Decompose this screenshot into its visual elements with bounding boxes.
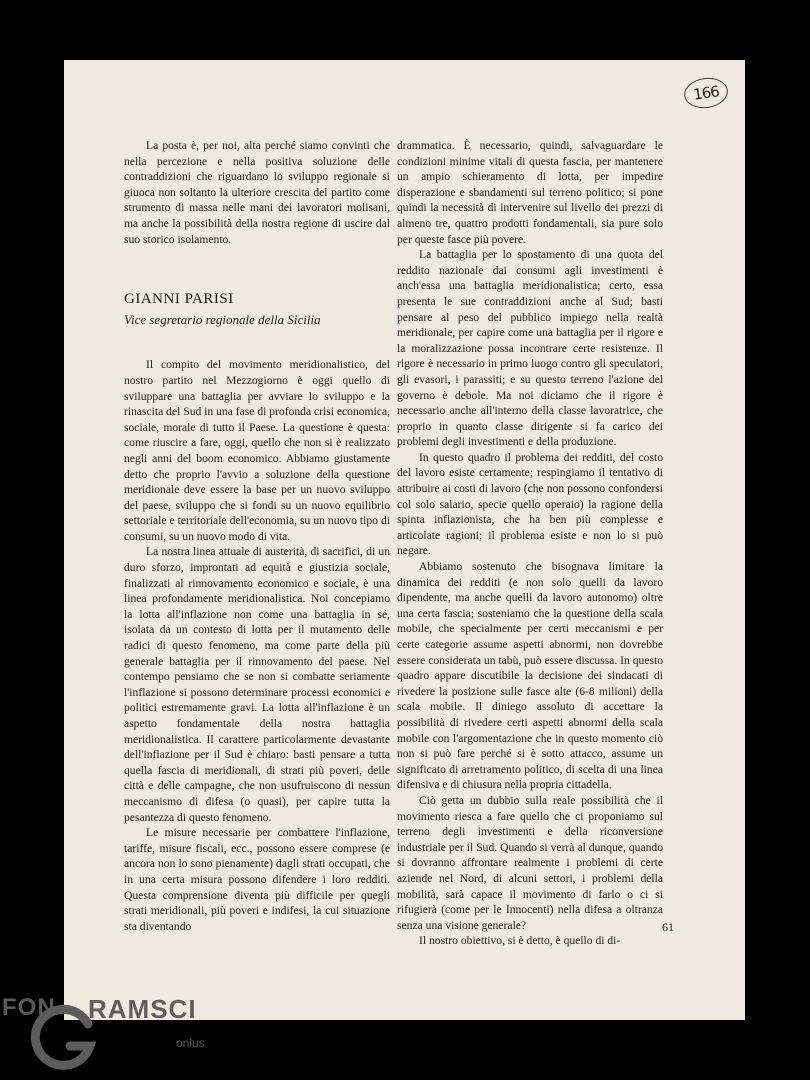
body-paragraph: Le misure necessarie per combattere l'inflazione, tariffe, misure fiscali, ecc., possono essere comprese (e ancora non lo sono pienamente) dagli strati occupati, che in una certa misura possono difendere i loro redditi. Questa comprensione diventa più difficile per quegli strati meridionali, più poveri e indifesi, la cui situazione sta diventando — [124, 826, 390, 933]
watermark-text-gramsci: RAMSCI — [88, 994, 197, 1024]
body-paragraph: Ciò getta un dubbio sulla reale possibilità che il movimento riesca a fare quello che ci proponiamo sul terreno degli investimenti e della riconversione industriale per il Sud. Quando si verrà al dunque, quando si dovranno affrontare realmente i problemi di certe aziende nel Nord, di alcuni settori, i problemi della mobilità, sarà capace il movimento di farlo o ci si rifugierà (come per le Innocenti) nella difesa a oltranza senza una visione generale? — [397, 793, 663, 932]
body-paragraph: La nostra linea attuale di austerità, di sacrifici, di un duro sforzo, improntati ad equità e giustizia sociale, finalizzati al rinnovamento economico e sociale, è una linea profondamente meridionalistica. Noi concepiamo la lotta all'inflazione non come una battaglia in sé, isolata da un contesto di lotta per il mutamento delle radici di questo fenomeno, ma come parte della più generale battaglia per il rinnovamento del paese. Nel contempo pensiamo che se non si combatte seriamente l'inflazione si possono determinare processi economici e politici estremamente gravi. La lotta all'inflazione è un aspetto fondamentale della nostra battaglia meridionalistica. Il carattere particolarmente devastante dell'inflazione per il Sud è chiaro: basti pensare a tutta quella fascia di meridionali, di strati più poveri, delle città e delle campagne, che non usufruiscono di nessun meccanismo di difesa (o quasi), per capire tutta la pesantezza di questo fenomeno. — [124, 545, 390, 824]
page-number: 61 — [662, 920, 674, 934]
watermark-text-onlus: onlus — [176, 1036, 205, 1050]
right-column — [397, 138, 663, 949]
author-role: Vice segretario regionale della Sicilia — [124, 311, 321, 327]
watermark-logo — [0, 990, 220, 1080]
intro-paragraph: La posta è, per noi, alta perché siamo convinti che nella percezione e nella positiva soluzione delle contraddizioni che riguardano lo sviluppo regionale si giuoca non soltanto la ulteriore crescita del partito come strumento di massa nelle mani dei lavoratori molisani, ma anche la possibilità della nostra regione di uscire dal suo storico isolamento. — [124, 139, 390, 246]
watermark-text-fon: FON — [2, 994, 56, 1021]
author-block — [124, 292, 390, 327]
author-name: GIANNI PARISI — [124, 291, 234, 308]
body-paragraph: In questo quadro il problema dei redditi, del costo del lavoro esiste certamente; respingiamo il tentativo di attribuire ai costi di lavoro (che non possono confondersi col solo salario, specie quello operaio) la ragione della spinta inflazionista, che ha ben più complesse e articolate ragioni; il problema esiste e non lo si può negare. — [397, 450, 663, 558]
body-paragraph: drammatica. È necessario, quindi, salvaguardare le condizioni minime vitali di questa fascia, per mantenere un ampio schieramento di lotta, per impedire disperazione e sbandamenti sul terreno politico; si pone quindi la necessità di intervenire sul livello dei prezzi di almeno tre, quattro prodotti fondamentali, sia pure solo per queste fasce più povere. — [397, 139, 663, 246]
handwritten-page-note: 166 — [682, 75, 730, 111]
body-paragraph: La battaglia per lo spostamento di una quota del reddito nazionale dai consumi agli investimenti è anch'essa una battaglia meridionalistica; certo, essa presenta le sue contraddizioni anche al Sud; basti pensare al peso del pubblico impiego nella realtà meridionale, per capire come una battaglia per il rigore e la moralizzazione possa incontrare certe resistenze. Il rigore è necessario in primo luogo contro gli speculatori, gli evasori, i parassiti; e su questo terreno l'azione del governo è debole. Ma noi diciamo che il rigore è necessario anche all'interno della classe lavoratrice, che proprio in quanto classe dirigente si fa carico dei problemi degli investimenti e della produzione. — [397, 248, 663, 449]
body-paragraph: Il compito del movimento meridionalistico, del nostro partito nel Mezzogiorno è oggi quello di sviluppare una battaglia per avviare lo sviluppo e la rinascita del Sud in una fase di profonda crisi economica, sociale, morale di tutto il Paese. La questione è questa: come riuscire a fare, oggi, quello che non si è realizzato negli anni del boom economico. Abbiamo giustamente detto che proprio l'avvio a soluzione della questione meridionale deve essere la base per un nuovo sviluppo del paese, sviluppo che si fondi su un nuovo equilibrio settoriale e territoriale dell'economia, su un nuovo tipo di consumi, su un nuovo modo di vita. — [124, 358, 390, 543]
body-paragraph: Il nostro obiettivo, si è detto, è quello di di- — [419, 934, 621, 948]
left-column — [124, 138, 390, 934]
body-paragraph: Abbiamo sostenuto che bisognava limitare la dinamica dei redditi (e non solo quelli da lavoro dipendente, ma anche quelli da lavoro autonomo) oltre una certa fascia; sosteniamo che la questione della scala mobile, che specialmente per certi meccanismi e per certe categorie assume aspetti abnormi, non dovrebbe essere considerata un tabù, può essere discussa. In questo quadro appare discutibile la decisione dei sindacati di rivedere la posizione sulle fasce alte (6-8 milioni) della scala mobile. Il diniego assoluto di accettare la possibilità di rivedere certi aspetti abnormi della scala mobile con l'argomentazione che in questo momento ciò non si può fare perché si è sotto attacco, assume un significato di arretramento politico, di scelta di una linea difensiva e di chiusura nella propria cittadella. — [397, 560, 663, 792]
document-page — [64, 60, 745, 1020]
